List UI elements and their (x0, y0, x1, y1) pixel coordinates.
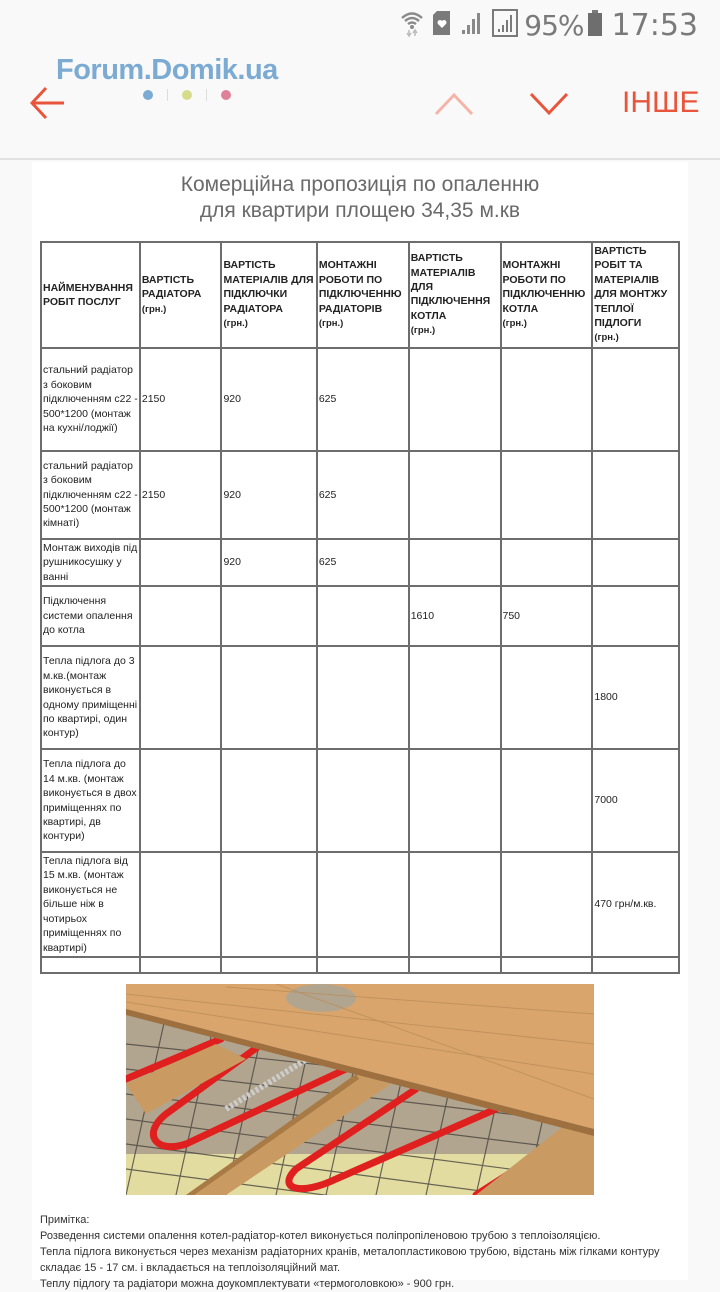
header-unit: (грн.) (223, 318, 248, 330)
header-label: ВАРТІСТЬ МАТЕРІАЛІВ ДЛЯ ПІДКЛЮЧЕННЯ КОТЛА (410, 252, 491, 322)
price-cell (317, 749, 409, 852)
more-button[interactable]: ІНШЕ (622, 86, 700, 119)
header-cell (501, 242, 593, 348)
price-cell (501, 539, 593, 586)
note-heading: Примітка: (40, 1214, 90, 1226)
header-label: ВАРТІСТЬ МАТЕРІАЛІВ ДЛЯ ПІДКЛЮЧКИ РАДІАТОРА (223, 259, 314, 315)
site-logo[interactable]: Forum.Domik.ua (56, 54, 278, 86)
price-cell: 470 грн/м.кв. (592, 852, 679, 957)
header-label: МОНТАЖНІ РОБОТИ ПО ПІДКЛЮЧЕННЮ КОТЛА (502, 259, 586, 315)
header-label: НАЙМЕНУВАННЯ РОБІТ ПОСЛУГ (43, 281, 133, 308)
header-unit: (грн.) (410, 325, 436, 337)
service-name-cell (41, 957, 140, 973)
table-row (41, 749, 679, 852)
price-cell (592, 451, 679, 539)
price-cell: 920 (221, 539, 316, 586)
price-cell: 750 (501, 586, 593, 646)
logo-separator (167, 89, 168, 101)
table-row (41, 852, 679, 957)
price-cell (501, 646, 593, 749)
sim-icon (432, 10, 452, 41)
price-cell (221, 749, 316, 852)
price-cell (592, 957, 679, 973)
header-cell (140, 242, 222, 348)
price-table (40, 241, 680, 974)
price-cell (592, 586, 679, 646)
service-name-cell: Підключення системи опалення до котла (41, 586, 140, 646)
price-cell (140, 646, 222, 749)
table-row (41, 586, 679, 646)
note-line: Тепла підлога виконується через механізм радіаторних кранів, металопластиковою трубою, відстань між гілками контуру складає 15 - 17 см. і вкладається на теплоізоляційний мат. (40, 1246, 660, 1274)
price-cell (221, 586, 316, 646)
underfloor-heating-image (126, 984, 594, 1195)
price-cell: 625 (317, 348, 409, 451)
table-row (41, 348, 679, 451)
price-cell (409, 451, 501, 539)
table-row (41, 451, 679, 539)
table-row (41, 646, 679, 749)
price-cell (317, 852, 409, 957)
signal-boxed-icon (492, 9, 518, 42)
price-cell (140, 586, 222, 646)
signal-icon (460, 11, 484, 40)
header-label: МОНТАЖНІ РОБОТИ ПО ПІДКЛЮЧЕННЮ РАДІАТОРІВ (318, 259, 402, 315)
service-name-cell: Монтаж виходів під рушникосушку у ванні (41, 539, 140, 586)
price-cell (592, 348, 679, 451)
price-cell: 7000 (592, 749, 679, 852)
price-cell (409, 749, 501, 852)
price-cell (592, 539, 679, 586)
document-page (32, 162, 688, 1290)
logo-dot-blue (143, 90, 153, 100)
price-cell (221, 957, 316, 973)
logo-separator (206, 89, 207, 101)
price-cell (501, 957, 593, 973)
header-label: ВАРТІСТЬ РОБІТ ТА МАТЕРІАЛІВ ДЛЯ МОНТЖУ ТЕПЛОЇ ПІДЛОГИ (594, 245, 668, 330)
price-cell (140, 749, 222, 852)
service-name-cell: стальний радіатор з боковим підключенням с22 - 500*1200 (монтаж кімнаті) (41, 451, 140, 539)
chevron-down-icon[interactable] (529, 92, 569, 121)
arrow-left-icon[interactable] (30, 86, 66, 125)
header-label: ВАРТІСТЬ РАДІАТОРА (141, 273, 202, 301)
price-cell (501, 451, 593, 539)
price-cell (409, 348, 501, 451)
price-cell (317, 586, 409, 646)
service-name-cell: Тепла підлога до 14 м.кв. (монтаж виконується в двох приміщеннях по квартирі, дв контури) (41, 749, 140, 852)
price-cell: 2150 (140, 348, 222, 451)
note-line: Розведення системи опалення котел-радіатор-котел виконується поліпропіленовою трубою з теплоізоляцією. (40, 1230, 601, 1242)
logo-dots (143, 89, 231, 101)
table-row (41, 539, 679, 586)
header-cell (409, 242, 501, 348)
price-cell (317, 957, 409, 973)
price-cell (409, 646, 501, 749)
price-cell (409, 852, 501, 957)
header-unit: (грн.) (594, 332, 619, 344)
document-title (32, 172, 688, 224)
table-header-row (41, 242, 679, 348)
service-name-cell: стальний радіатор з боковим підключенням с22 - 500*1200 (монтаж на кухні/лоджії) (41, 348, 140, 451)
price-cell: 920 (221, 348, 316, 451)
price-cell (140, 539, 222, 586)
status-bar (0, 0, 720, 50)
wifi-icon (400, 9, 424, 42)
price-cell: 920 (221, 451, 316, 539)
price-cell (501, 749, 593, 852)
service-name-cell: Тепла підлога до 3 м.кв.(монтаж виконується в одному приміщенні по квартирі, один контур) (41, 646, 140, 749)
header-unit: (грн.) (502, 318, 527, 330)
table-body (41, 348, 679, 973)
note-section (40, 1212, 680, 1292)
price-cell: 2150 (140, 451, 222, 539)
app-bar (0, 50, 720, 160)
header-cell (41, 242, 140, 348)
service-name-cell: Тепла підлога від 15 м.кв. (монтаж виконується не більше ніж в чотирьох приміщеннях по квартирі) (41, 852, 140, 957)
battery-percent: 95% (524, 8, 584, 42)
note-line: Теплу підлогу та радіатори можна доукомплектувати «термоголовкою» - 900 грн. (40, 1278, 455, 1290)
price-cell: 625 (317, 451, 409, 539)
price-cell (140, 957, 222, 973)
price-cell (140, 852, 222, 957)
logo-dot-pink (221, 90, 231, 100)
price-cell: 1610 (409, 586, 501, 646)
price-cell (221, 646, 316, 749)
header-unit: (грн.) (141, 303, 167, 315)
header-cell (221, 242, 316, 348)
title-line-2: для квартири площею 34,35 м.кв (199, 199, 521, 222)
price-cell (409, 539, 501, 586)
header-cell (317, 242, 409, 348)
clock: 17:53 (611, 7, 698, 43)
header-cell (592, 242, 679, 348)
price-cell (501, 852, 593, 957)
price-cell: 1800 (592, 646, 679, 749)
price-cell (501, 348, 593, 451)
header-unit: (грн.) (318, 318, 344, 330)
price-cell (221, 852, 316, 957)
price-cell (409, 957, 501, 973)
table-row (41, 957, 679, 973)
price-cell (317, 646, 409, 749)
logo-dot-yellow (182, 90, 192, 100)
title-line-1: Комерційна пропозиція по опаленню (180, 173, 540, 196)
price-cell: 625 (317, 539, 409, 586)
chevron-up-icon[interactable] (434, 92, 474, 121)
battery-icon (588, 10, 602, 41)
